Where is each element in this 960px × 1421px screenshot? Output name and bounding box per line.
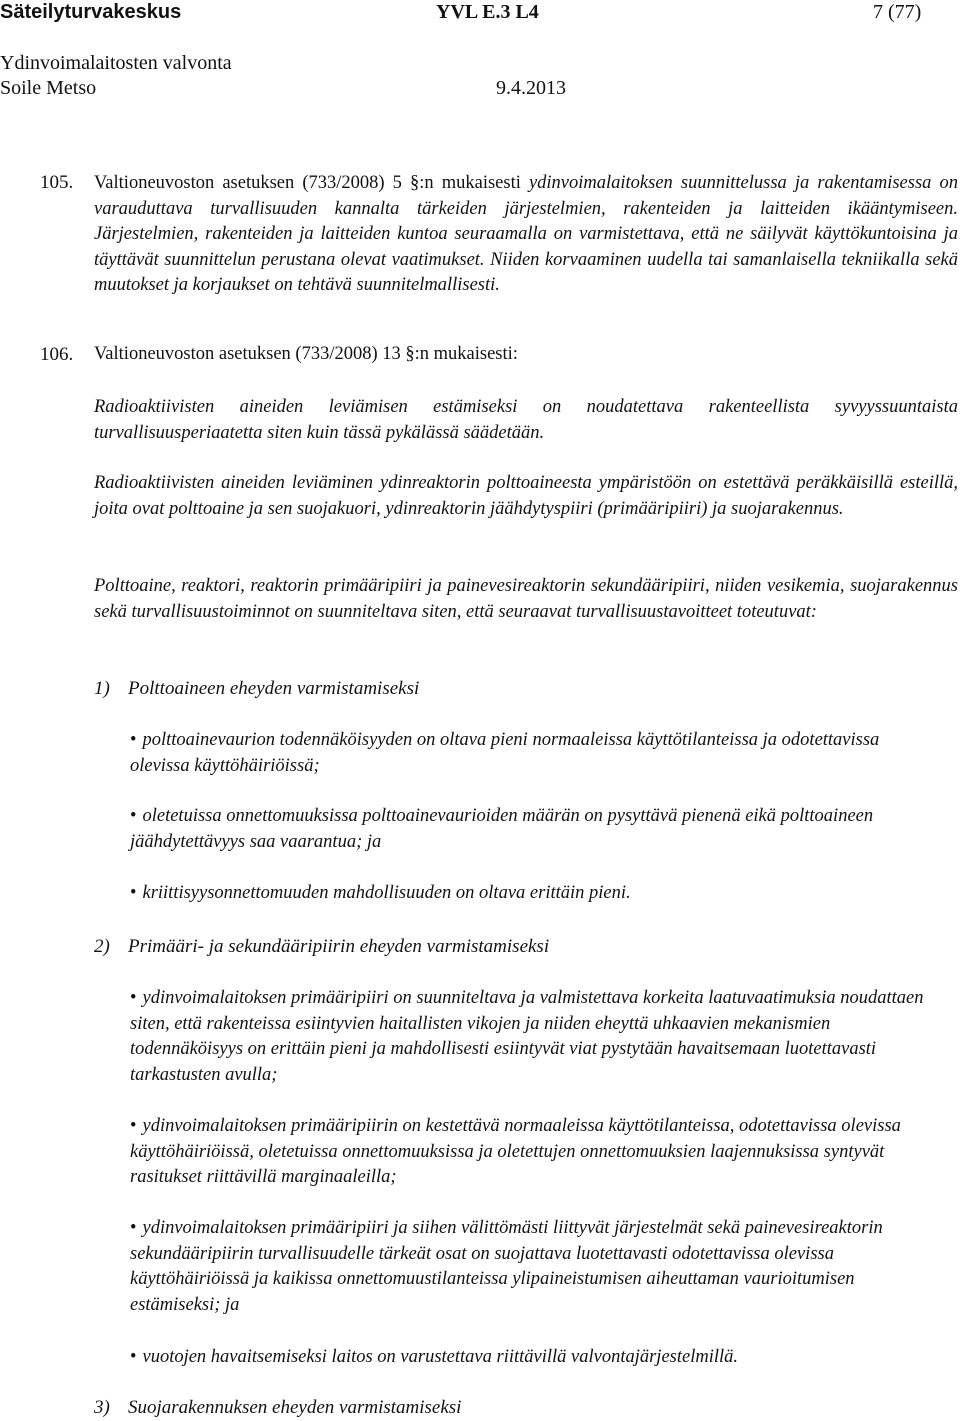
goal-1-heading (94, 676, 419, 702)
section-number-106: 106. (40, 344, 74, 365)
author: Soile Metso (0, 77, 97, 99)
document-date: 9.4.2013 (496, 77, 566, 99)
goal-3-heading (94, 1395, 461, 1421)
goal-3-number: 3) (94, 1397, 110, 1418)
goal-1-title: Polttoaineen eheyden varmistamiseksi (128, 678, 420, 699)
organization-name: Säteilyturvakeskus (0, 1, 182, 23)
quote-paragraph-1: Radioaktiivisten aineiden leviämisen estämiseksi on noudatettava rakenteellista syvyyssuuntaista turvallisuusperiaatetta siten kuin tässä pykälässä säädetään. (94, 397, 958, 443)
bullet-icon: • (130, 1347, 137, 1367)
bullet-icon: • (130, 1116, 137, 1136)
department: Ydinvoimalaitosten valvonta (0, 52, 232, 74)
bullet-text: kriittisyysonnettomuuden mahdollisuuden on oltava erittäin pieni. (142, 883, 631, 903)
bullet-icon: • (130, 806, 137, 826)
goal-2-heading (94, 934, 549, 960)
bullet-text: oletetuissa onnettomuuksissa polttoainevaurioiden määrän on pysyttävä pienenä eikä polttoaineen jäähdytettävyys saa vaarantua; ja (130, 806, 874, 852)
goal-1-bullet-1 (130, 728, 925, 779)
page-number: 7 (77) (873, 1, 922, 23)
goal-2-bullet-1 (130, 986, 925, 1088)
bullet-text: ydinvoimalaitoksen primääripiirin on kestettävä normaaleissa käyttötilanteissa, odotettavissa olevissa käyttöhäiriöissä, oletetuissa onnettomuuksissa ja oletettujen onnettomuuksien laajennuksissa syntyvät rasitukset riittävillä marginaaleilla; (130, 1116, 901, 1188)
goal-1-bullet-2 (130, 804, 925, 855)
section-105-text (94, 171, 958, 299)
goal-2-bullet-2 (130, 1114, 925, 1191)
section-106-intro: Valtioneuvoston asetuksen (733/2008) 13 §:n mukaisesti: (94, 344, 518, 364)
section-105-intro: Valtioneuvoston asetuksen (733/2008) 5 §:n mukaisesti (94, 173, 529, 193)
quote-paragraph-3: Polttoaine, reaktori, reaktorin primääripiiri ja painevesireaktorin sekundääripiiri, niiden vesikemia, suojarakennus sekä turvallisuustoiminnot on suunniteltava siten, että seuraavat turvallisuustavoitteet toteutuvat: (94, 576, 958, 622)
document-code: YVL E.3 L4 (436, 1, 539, 23)
bullet-text: polttoainevaurion todennäköisyyden on oltava pieni normaaleissa käyttötilanteissa ja odotettavissa olevissa käyttöhäiriöissä; (130, 730, 880, 776)
goal-2-number: 2) (94, 936, 110, 957)
goal-1-bullet-3 (130, 881, 925, 907)
bullet-icon: • (130, 1218, 137, 1238)
goal-2-bullet-3 (130, 1216, 925, 1318)
bullet-icon: • (130, 730, 137, 750)
goal-2-title: Primääri- ja sekundääripiirin eheyden varmistamiseksi (128, 936, 550, 957)
goal-3-title: Suojarakennuksen eheyden varmistamiseksi (128, 1397, 462, 1418)
section-number-105: 105. (40, 172, 74, 193)
bullet-icon: • (130, 883, 137, 903)
quote-paragraph-2: Radioaktiivisten aineiden leviäminen ydinreaktorin polttoaineesta ympäristöön on estettävä peräkkäisillä esteillä, joita ovat polttoaine ja sen suojakuori, ydinreaktorin jäähdytyspiiri (primääripiiri) ja suojarakennus. (94, 473, 958, 519)
bullet-text: ydinvoimalaitoksen primääripiiri on suunniteltava ja valmistettava korkeita laatuvaatimuksia noudattaen siten, että rakenteissa esiintyvien haitallisten vikojen ja niiden eheyttä uhkaavien mekanismien todennäköisyys on erittäin pieni ja mahdollisesti esiintyvät viat pystytään havaitsemaan luotettavasti tarkastusten avulla; (130, 988, 924, 1085)
bullet-text: ydinvoimalaitoksen primääripiiri ja siihen välittömästi liittyvät järjestelmät sekä painevesireaktorin sekundääripiirin turvallisuudelle tärkeät osat on suojattava luotettavasti odotettavissa olevissa käyttöhäiriöissä ja kaikissa onnettomuustilanteissa ylipaineistumisen aiheuttaman vaurioitumisen estämiseksi; ja (130, 1218, 883, 1315)
bullet-icon: • (130, 988, 137, 1008)
section-105-quote: ydinvoimalaitoksen suunnittelussa ja rakentamisessa on varauduttava turvallisuuden kannalta tärkeiden järjestelmien, rakenteiden ja laitteiden ikääntymiseen. Järjestelmien, rakenteiden ja laitteiden kuntoa seuraamalla on varmistettava, että ne säilyvät käyttökuntoisina ja täyttävät suunnittelun perustana olevat vaatimukset. Niiden korvaaminen uudella tai samanlaisella tekniikalla sekä muutokset ja korjaukset on tehtävä suunnitelmallisesti. (94, 173, 958, 296)
bullet-text: vuotojen havaitsemiseksi laitos on varustettava riittävillä valvontajärjestelmillä. (142, 1347, 738, 1367)
goal-2-bullet-4 (130, 1345, 925, 1371)
goal-1-number: 1) (94, 678, 110, 699)
